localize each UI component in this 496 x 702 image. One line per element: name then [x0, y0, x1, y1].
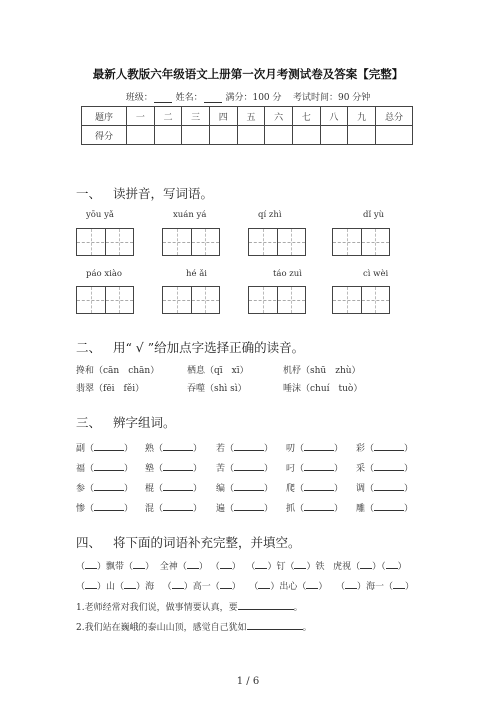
char-item[interactable]: 叨（ ） [286, 444, 344, 454]
char-item[interactable]: 若（ ） [216, 444, 274, 454]
writing-box[interactable] [332, 228, 390, 256]
section-2-heading [76, 338, 304, 356]
header-cell: 二 [154, 107, 182, 126]
pinyin-label: qí zhì [258, 210, 282, 220]
score-cell[interactable] [292, 126, 320, 145]
pinyin-label: yōu yǎ [86, 210, 114, 220]
class-label: 班级： [125, 93, 153, 103]
header-cell: 一 [127, 107, 155, 126]
char-item[interactable]: 抓（ ） [286, 504, 344, 514]
writing-box[interactable] [248, 286, 306, 314]
reading-item[interactable]: 唾沫（chuí tuò） [283, 384, 363, 394]
section-number: 二、 [76, 340, 102, 355]
section-number: 三、 [76, 415, 102, 430]
score-table-row [82, 126, 413, 145]
char-item[interactable]: 编（ ） [216, 484, 274, 494]
header-cell: 三 [182, 107, 210, 126]
score-cell[interactable] [209, 126, 237, 145]
class-blank[interactable] [154, 93, 172, 103]
char-item[interactable]: 参（ ） [76, 484, 134, 494]
full-score: 满分：100 分 [225, 93, 282, 103]
header-cell: 五 [237, 107, 265, 126]
header-cell: 七 [292, 107, 320, 126]
reading-item[interactable]: 翡翠（fēi fěi） [76, 384, 145, 394]
pinyin-label: hé ǎi [186, 269, 207, 279]
page-number: 1 / 6 [236, 676, 260, 687]
section-1-heading [76, 184, 213, 202]
pinyin-label: dǐ yù [363, 210, 385, 220]
score-cell[interactable] [237, 126, 265, 145]
writing-box[interactable] [248, 228, 306, 256]
char-item[interactable]: 彩（ ） [356, 444, 414, 454]
reading-item[interactable]: 吞噬（shì sì） [187, 384, 247, 394]
section-text: 将下面的词语补充完整，并填空。 [112, 535, 301, 550]
char-item[interactable]: 遍（ ） [216, 504, 274, 514]
char-item[interactable]: 采（ ） [356, 464, 414, 474]
header-cell: 九 [348, 107, 376, 126]
writing-box[interactable] [76, 228, 134, 256]
exam-time: 考试时间：90 分钟 [292, 93, 371, 103]
header-cell: 八 [320, 107, 348, 126]
name-label: 姓名： [175, 93, 203, 103]
char-item[interactable]: 惨（ ） [76, 504, 134, 514]
section-number: 一、 [76, 186, 102, 201]
fill-question-2[interactable]: 2.我们站在巍峨的泰山山顶，感觉自己犹如 。 [76, 623, 312, 633]
section-text: 读拼音，写词语。 [112, 186, 213, 201]
page-title: 最新人教版六年级语文上册第一次月考测试卷及答案【完整】 [92, 67, 404, 81]
score-cell[interactable] [127, 126, 155, 145]
reading-item[interactable]: 搀和（cān chān） [76, 366, 160, 376]
char-item[interactable]: 棍（ ） [145, 484, 203, 494]
score-cell[interactable] [265, 126, 293, 145]
writing-box[interactable] [332, 286, 390, 314]
char-item[interactable]: 混（ ） [145, 504, 203, 514]
row-label: 得分 [82, 126, 127, 145]
name-blank[interactable] [204, 93, 222, 103]
char-item[interactable]: 副（ ） [76, 444, 134, 454]
char-item[interactable]: 福（ ） [76, 464, 134, 474]
exam-info [0, 90, 496, 103]
reading-item[interactable]: 机杼（shū zhù） [283, 366, 361, 376]
section-4-heading [76, 533, 300, 551]
fill-question-1[interactable]: 1.老师经常对我们说，做事情要认真，要 。 [76, 603, 303, 613]
score-cell[interactable] [348, 126, 376, 145]
writing-box[interactable] [162, 286, 220, 314]
writing-box[interactable] [76, 286, 134, 314]
reading-item[interactable]: 栖息（qī xī） [187, 366, 249, 376]
header-cell: 总分 [376, 107, 413, 126]
score-cell[interactable] [376, 126, 413, 145]
section-number: 四、 [76, 535, 102, 550]
header-cell: 题序 [82, 107, 127, 126]
char-item[interactable]: 苦（ ） [216, 464, 274, 474]
score-cell[interactable] [320, 126, 348, 145]
writing-box[interactable] [162, 228, 220, 256]
header-cell: 六 [265, 107, 293, 126]
score-table-header [82, 107, 413, 126]
char-item[interactable]: 爬（ ） [286, 484, 344, 494]
char-item[interactable]: 塾（ ） [145, 464, 203, 474]
score-cell[interactable] [182, 126, 210, 145]
pinyin-label: táo zuì [273, 269, 302, 279]
section-3-heading [76, 413, 175, 431]
char-item[interactable]: 调（ ） [356, 484, 414, 494]
pinyin-label: cì wèi [363, 269, 389, 279]
idiom-line-2[interactable]: （ ）山（ ）海 （ ）高一（ ） （ ）出心（ ） （ ）海一（ ） [76, 582, 415, 592]
score-table [81, 106, 413, 145]
pinyin-label: xuán yá [173, 210, 207, 220]
score-cell[interactable] [154, 126, 182, 145]
section-text: 辨字组词。 [112, 415, 176, 430]
section-text: 用“ √ ”给加点字选择正确的读音。 [112, 340, 305, 355]
char-item[interactable]: 叼（ ） [286, 464, 344, 474]
pinyin-label: páo xiào [86, 269, 123, 279]
header-cell: 四 [209, 107, 237, 126]
idiom-line-1[interactable]: （ ）飘带（ ） 全神（ ） （ ） （ ）钉（ ）铁 虎视（ ）（ ） [76, 562, 407, 572]
char-item[interactable]: 熟（ ） [145, 444, 203, 454]
char-item[interactable]: 雕（ ） [356, 504, 414, 514]
